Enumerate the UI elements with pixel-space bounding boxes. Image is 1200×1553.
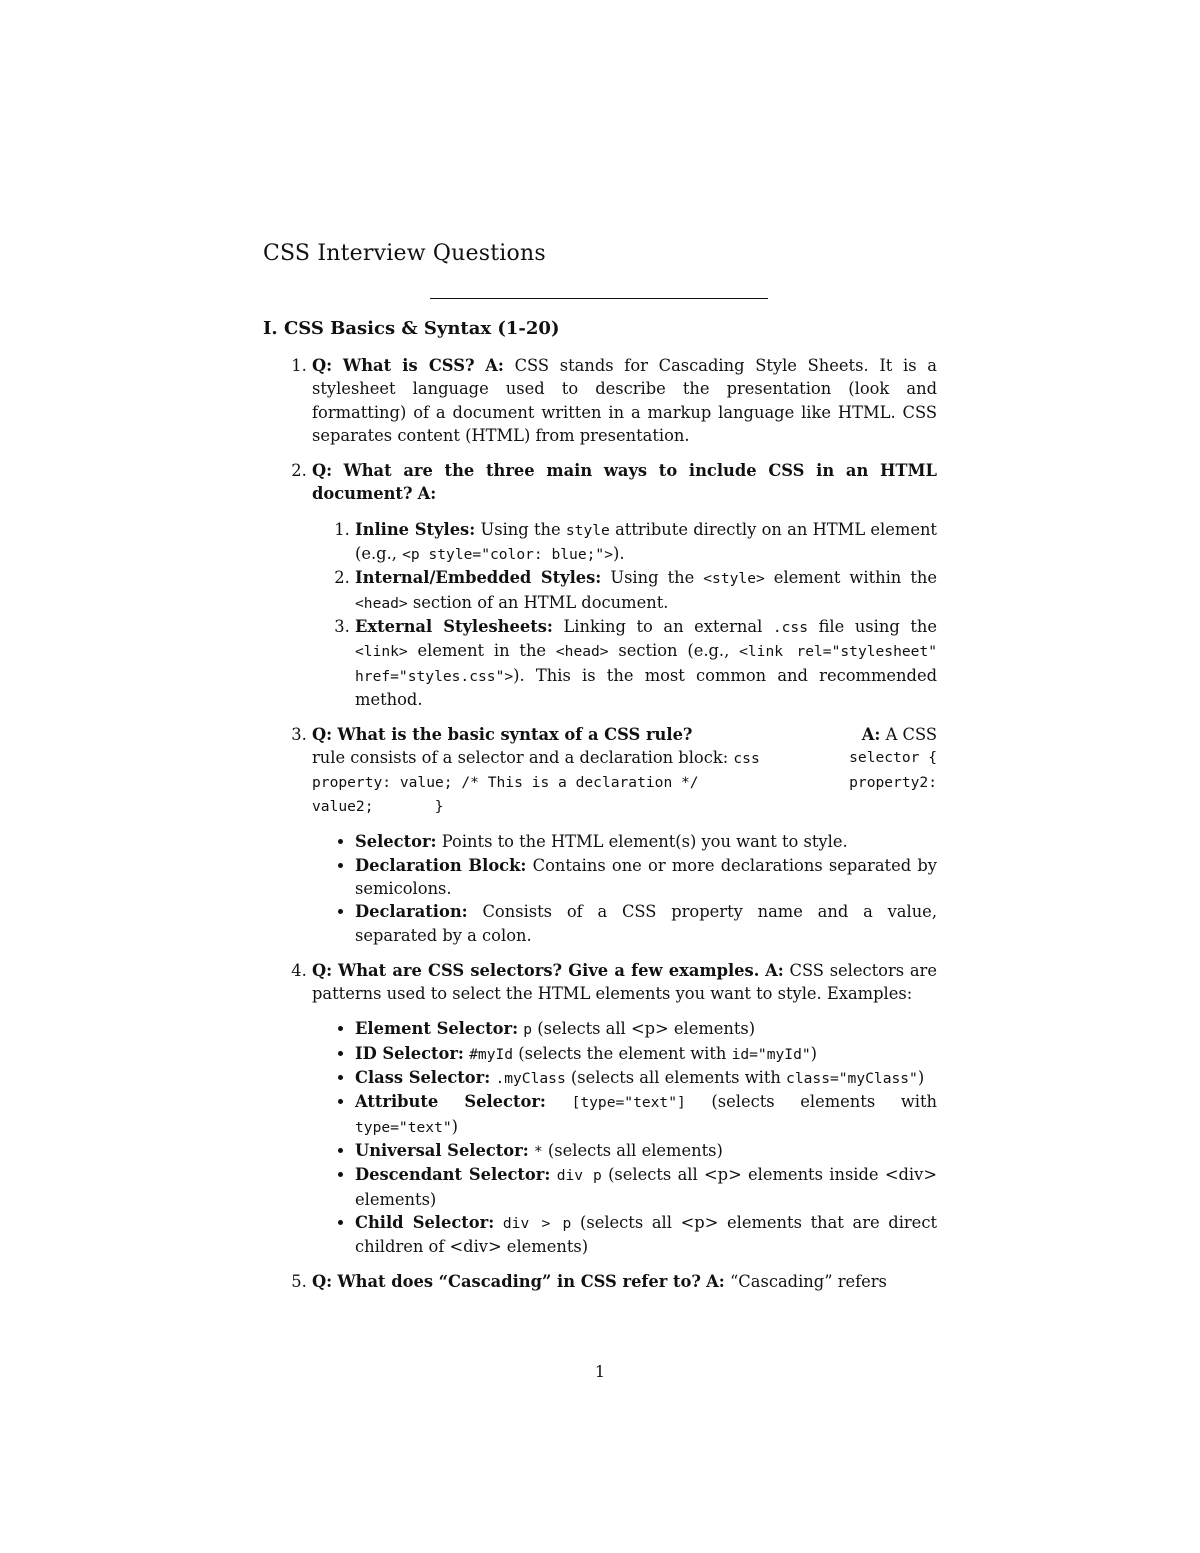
item-desc-code: <p> bbox=[680, 1212, 719, 1232]
item-term: Declaration: bbox=[355, 902, 468, 922]
item-text: element in the bbox=[407, 641, 556, 661]
item-term: External Stylesheets: bbox=[355, 616, 553, 636]
item-text: attribute directly on an HTML element (e.g., bbox=[355, 519, 937, 564]
inline-code: [type="text"] bbox=[571, 1094, 686, 1112]
selector-examples-list bbox=[312, 1017, 937, 1258]
include-methods-list bbox=[312, 518, 937, 711]
code-row-3 bbox=[312, 794, 937, 818]
item-desc: elements inside <div> elements) bbox=[355, 1165, 937, 1209]
question-label: Q: bbox=[312, 461, 333, 481]
item-text: ). This is the most common and recommended method. bbox=[355, 665, 937, 709]
item-desc-code: <p> bbox=[704, 1165, 742, 1185]
item-desc: (selects all bbox=[601, 1165, 704, 1185]
list-item bbox=[355, 830, 937, 853]
list-item bbox=[355, 615, 937, 711]
inline-code: <head> bbox=[555, 643, 609, 661]
item-desc-code: class="myClass" bbox=[786, 1070, 918, 1088]
list-item bbox=[355, 1017, 937, 1041]
item-term: Inline Styles: bbox=[355, 519, 476, 539]
item-term: Declaration Block: bbox=[355, 855, 527, 875]
item-term: Universal Selector: bbox=[355, 1140, 529, 1160]
item-text: Using the bbox=[610, 568, 704, 588]
question-item-3 bbox=[312, 723, 937, 947]
question-text: What are the three main ways to include CSS in an HTML document? bbox=[312, 461, 937, 504]
item-desc: ) bbox=[810, 1043, 818, 1063]
answer-head bbox=[862, 723, 937, 746]
question-item-2 bbox=[312, 459, 937, 711]
question-label: Q: bbox=[312, 1272, 333, 1292]
question-item-4 bbox=[312, 959, 937, 1259]
code-value2-line: value2; bbox=[312, 798, 374, 816]
item-term: Selector: bbox=[355, 832, 437, 852]
item-term: Child Selector: bbox=[355, 1212, 495, 1232]
item-desc: (selects the element with bbox=[513, 1043, 732, 1063]
question-text: What does “Cascading” in CSS refer to? bbox=[337, 1272, 701, 1292]
answer-label: A: bbox=[765, 960, 784, 980]
inline-code: <link> bbox=[355, 643, 408, 661]
item-desc: Consists of a CSS property name and a value, separated by a colon. bbox=[355, 902, 937, 945]
inline-code: p bbox=[523, 1021, 533, 1039]
item-desc: (selects all elements with bbox=[565, 1068, 787, 1088]
list-item bbox=[355, 518, 937, 567]
item-desc: ) bbox=[917, 1068, 925, 1088]
list-item bbox=[355, 854, 937, 901]
item-desc: (selects all bbox=[532, 1019, 631, 1039]
rule-parts-list bbox=[312, 830, 937, 946]
item-desc: elements) bbox=[668, 1019, 756, 1039]
list-item bbox=[355, 1163, 937, 1211]
question-head bbox=[312, 723, 692, 746]
item-term: ID Selector: bbox=[355, 1043, 464, 1063]
question-text: What are CSS selectors? Give a few examples. bbox=[337, 960, 760, 980]
question-item-1 bbox=[312, 354, 937, 447]
code-close-brace: } bbox=[434, 798, 444, 816]
item-desc-code: <p> bbox=[630, 1019, 669, 1039]
item-text: section of an HTML document. bbox=[407, 592, 669, 612]
code-lang: css bbox=[733, 750, 760, 768]
item-term: Attribute Selector: bbox=[355, 1092, 546, 1112]
item-text: ). bbox=[613, 544, 625, 564]
inline-code: #myId bbox=[469, 1045, 514, 1063]
inline-code: <p style="color: blue;"> bbox=[402, 546, 613, 564]
list-item bbox=[355, 566, 937, 615]
questions-content bbox=[263, 354, 937, 1306]
answer-label: A: bbox=[417, 484, 437, 504]
item-desc-code: id="myId" bbox=[731, 1045, 811, 1063]
answer-intro-rest: rule consists of a selector and a declaration block: css bbox=[312, 748, 760, 768]
item-desc: Contains one or more declarations separated by semicolons. bbox=[355, 855, 937, 898]
question-item-5 bbox=[312, 1270, 937, 1293]
code-declaration-line: property: value; /* This is a declaration */ bbox=[312, 773, 699, 791]
section-heading: I. CSS Basics & Syntax (1-20) bbox=[263, 318, 560, 339]
answer-text: CSS stands for Cascading Style Sheets. It is a stylesheet language used to describe the presentation (look and formatting) of a document written in a markup language like HTML. CSS separates content (HTML) from presentation. bbox=[312, 356, 937, 445]
code-row-1 bbox=[312, 746, 937, 770]
question-line bbox=[312, 723, 937, 746]
question-label: Q: bbox=[312, 356, 333, 375]
answer-label: A: bbox=[485, 356, 504, 375]
document-title: CSS Interview Questions bbox=[263, 241, 546, 266]
item-term: Descendant Selector: bbox=[355, 1165, 551, 1185]
inline-code: <style> bbox=[703, 570, 765, 588]
item-text: element within the bbox=[764, 568, 937, 588]
question-label: Q: bbox=[312, 725, 333, 745]
list-item bbox=[355, 1139, 937, 1163]
item-term: Class Selector: bbox=[355, 1068, 491, 1088]
question-text: What is CSS? bbox=[342, 356, 475, 375]
code-row-2 bbox=[312, 771, 937, 794]
item-desc: (selects all bbox=[571, 1212, 681, 1232]
list-item bbox=[355, 1090, 937, 1139]
code-property2-line: property2: bbox=[849, 773, 937, 791]
item-text: section (e.g., bbox=[608, 641, 740, 661]
item-term: Internal/Embedded Styles: bbox=[355, 568, 602, 588]
list-item bbox=[355, 1066, 967, 1090]
answer-label: A: bbox=[861, 725, 881, 745]
inline-code: div p bbox=[556, 1167, 602, 1185]
inline-code: * bbox=[533, 1142, 543, 1160]
title-divider bbox=[430, 298, 768, 299]
item-desc: Points to the HTML element(s) you want to style. bbox=[441, 832, 848, 852]
answer-intro-start: A CSS bbox=[885, 725, 937, 745]
item-text: file using the bbox=[808, 616, 937, 636]
item-desc-code: type="text" bbox=[355, 1118, 452, 1136]
answer-text: CSS selectors are patterns used to select the HTML elements you want to style. Examples: bbox=[312, 960, 937, 1004]
item-desc: (selects elements with bbox=[685, 1092, 937, 1112]
item-desc: elements that are direct children of <div> elements) bbox=[355, 1212, 937, 1257]
list-item bbox=[355, 1042, 937, 1066]
item-text: Using the bbox=[480, 519, 566, 539]
inline-code: div > p bbox=[502, 1214, 572, 1232]
answer-text: “Cascading” refers bbox=[729, 1272, 887, 1292]
list-item bbox=[355, 1211, 937, 1259]
inline-code: .myClass bbox=[495, 1070, 566, 1088]
question-text: What is the basic syntax of a CSS rule? bbox=[337, 725, 693, 745]
page-number: 1 bbox=[594, 1362, 606, 1381]
inline-code: .css bbox=[772, 618, 809, 636]
inline-code: style bbox=[565, 521, 610, 539]
item-desc: (selects all elements) bbox=[542, 1140, 723, 1160]
answer-label: A: bbox=[706, 1272, 725, 1292]
inline-code: <head> bbox=[355, 594, 408, 612]
inline-code: <link rel="stylesheet" href="styles.css"> bbox=[355, 643, 938, 685]
questions-list bbox=[263, 354, 937, 1294]
item-term: Element Selector: bbox=[355, 1019, 519, 1039]
item-text: Linking to an external bbox=[563, 616, 773, 636]
item-desc: ) bbox=[451, 1116, 459, 1136]
list-item bbox=[355, 900, 937, 947]
code-selector-line: selector { bbox=[849, 749, 937, 767]
question-label: Q: bbox=[312, 960, 333, 980]
